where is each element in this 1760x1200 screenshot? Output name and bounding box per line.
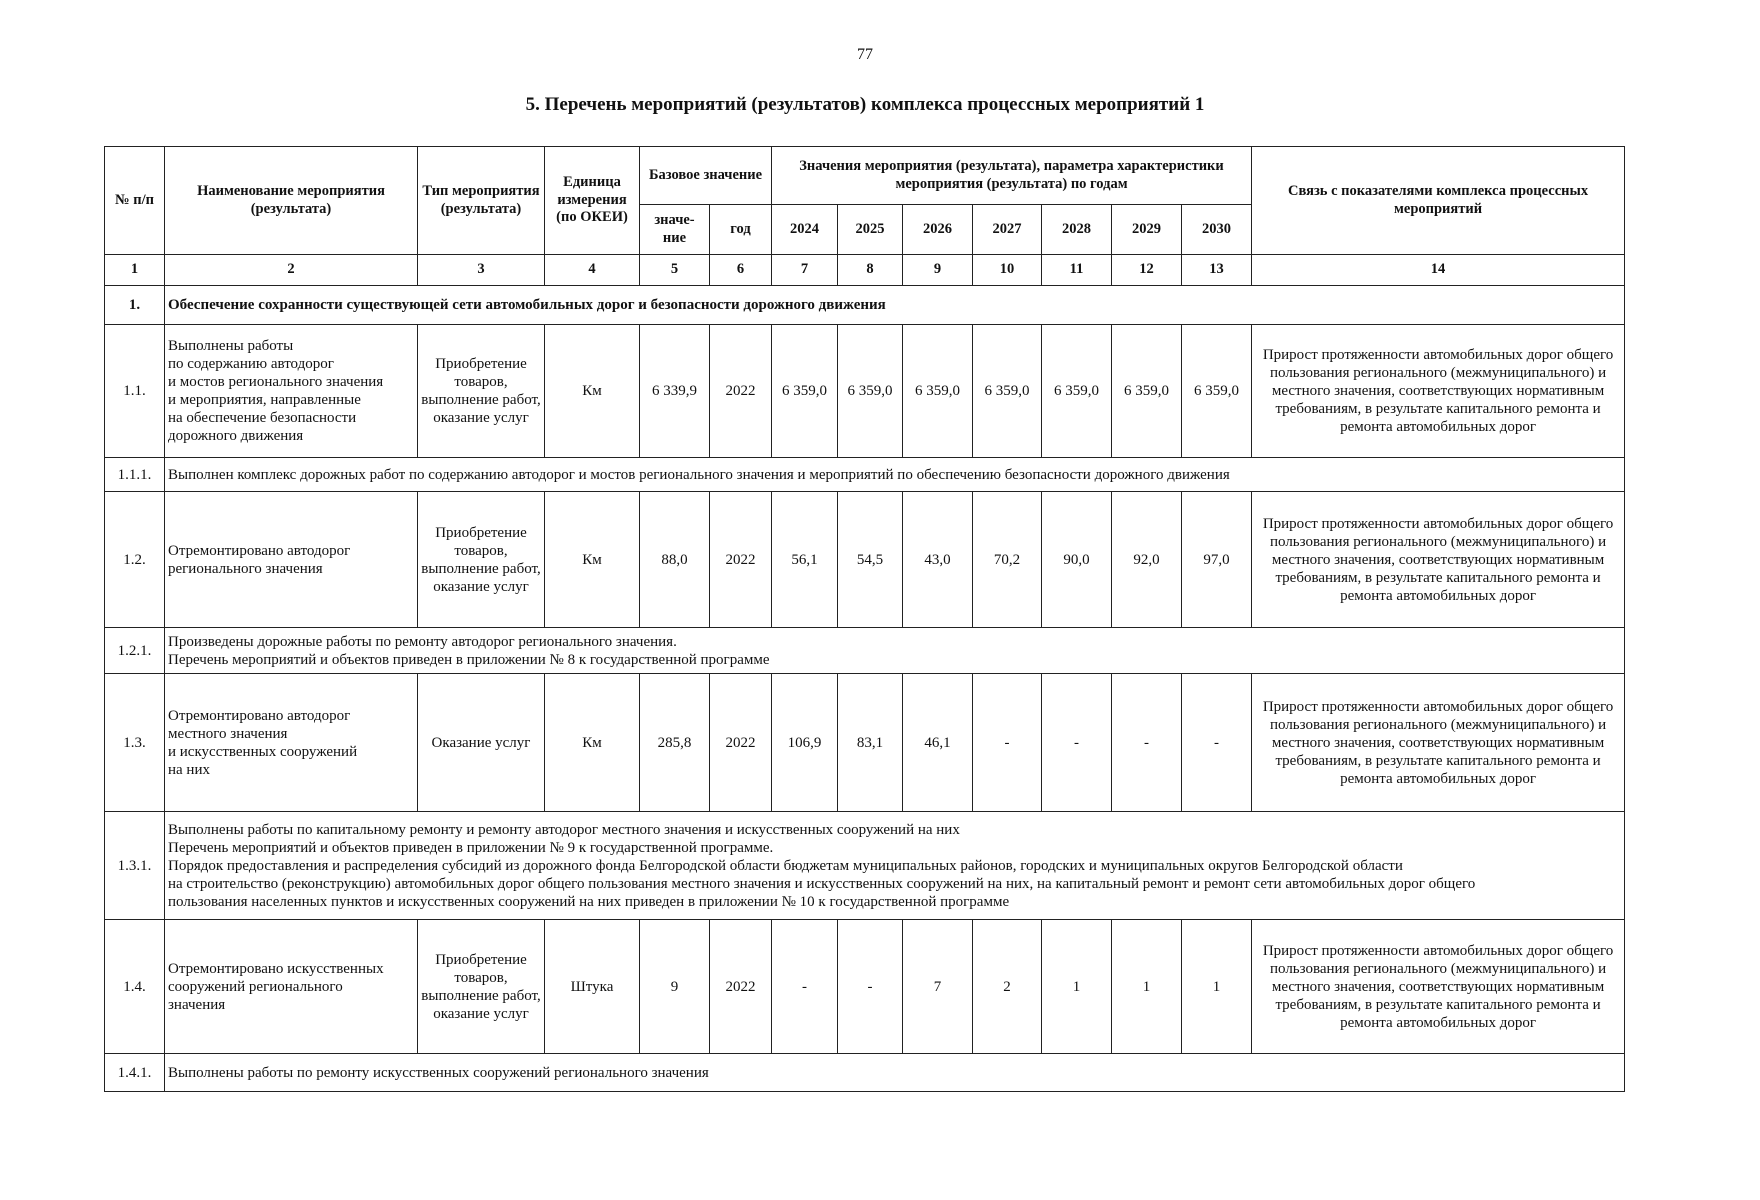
page-number: 77 [857,46,873,63]
row-num: 1.4. [105,920,165,1054]
row-value: 6 359,0 [838,325,903,458]
table-row [105,325,1625,458]
row-value: 90,0 [1042,492,1112,628]
header-unit: Единица измерения (по ОКЕИ) [545,147,640,255]
sub-text: Произведены дорожные работы по ремонту автодорог регионального значения. Перечень мероприятий и объектов приведен в приложении № 8 к государственной программе [165,628,1625,674]
row-value: 6 359,0 [772,325,838,458]
row-unit: Км [545,325,640,458]
column-number: 8 [838,255,903,286]
row-value: 70,2 [973,492,1042,628]
row-value: 97,0 [1182,492,1252,628]
header-year: 2028 [1042,205,1112,255]
row-num: 1.2. [105,492,165,628]
header-year: 2029 [1112,205,1182,255]
header-base-year: год [710,205,772,255]
sub-num: 1.2.1. [105,628,165,674]
row-type: Приобретение товаров, выполнение работ, оказание услуг [418,325,545,458]
measures-table [104,146,1625,1092]
row-base-value: 88,0 [640,492,710,628]
sub-row [105,458,1625,492]
header-link: Связь с показателями комплекса процессных мероприятий [1252,147,1625,255]
sub-num: 1.1.1. [105,458,165,492]
header-base: Базовое значение [640,147,772,205]
sub-text: Выполнены работы по капитальному ремонту и ремонту автодорог местного значения и искусственных сооружений на них Перечень мероприятий и объектов приведен в приложении № 9 к государственной программе. Порядок предоставления и распределения субсидий из дорожного фонда Белгородской области бюджетам муниципальных районов, городских и муниципальных округов Белгородской области на строительство (реконструкцию) автомобильных дорог общего пользования местного значения и искусственных сооружений на них, на капитальный ремонт и ремонт сети автомобильных дорог общего пользования населенных пунктов и искусственных сооружений на них приведен в приложении № 10 к государственной программе [165,812,1625,920]
row-base-year: 2022 [710,920,772,1054]
row-value: - [772,920,838,1054]
header-year: 2025 [838,205,903,255]
table-row [105,920,1625,1054]
row-base-year: 2022 [710,325,772,458]
row-value: 7 [903,920,973,1054]
row-link: Прирост протяженности автомобильных дорог общего пользования регионального (межмуниципального) и местного значения, соответствующих нормативным требованиям, в результате капитального ремонта и ремонта автомобильных дорог [1252,492,1625,628]
row-value: 43,0 [903,492,973,628]
header-values: Значения мероприятия (результата), параметра характеристики мероприятия (результата) по годам [772,147,1252,205]
column-number-row [105,255,1625,286]
column-number: 12 [1112,255,1182,286]
row-value: 1 [1112,920,1182,1054]
row-name: Отремонтировано автодорог регионального значения [165,492,418,628]
header-year: 2024 [772,205,838,255]
row-value: 83,1 [838,674,903,812]
row-type: Приобретение товаров, выполнение работ, оказание услуг [418,920,545,1054]
column-number: 4 [545,255,640,286]
header-type: Тип мероприятия (результата) [418,147,545,255]
row-type: Оказание услуг [418,674,545,812]
row-value: 2 [973,920,1042,1054]
sub-num: 1.4.1. [105,1054,165,1092]
column-number: 11 [1042,255,1112,286]
row-value: 6 359,0 [1182,325,1252,458]
table-row [105,492,1625,628]
row-value: - [1112,674,1182,812]
row-value: 6 359,0 [1042,325,1112,458]
row-value: 6 359,0 [973,325,1042,458]
sub-text: Выполнены работы по ремонту искусственных сооружений регионального значения [165,1054,1625,1092]
row-name: Выполнены работы по содержанию автодорог и мостов регионального значения и мероприятия, направленные на обеспечение безопасности дорожного движения [165,325,418,458]
row-value: 1 [1042,920,1112,1054]
row-value: 6 359,0 [903,325,973,458]
sub-num: 1.3.1. [105,812,165,920]
sub-row [105,1054,1625,1092]
column-number: 5 [640,255,710,286]
column-number: 13 [1182,255,1252,286]
document-title: 5. Перечень мероприятий (результатов) комплекса процессных мероприятий 1 [525,94,1205,115]
table-header [105,147,1625,255]
header-num: № п/п [105,147,165,255]
column-number: 14 [1252,255,1625,286]
row-value: 46,1 [903,674,973,812]
row-value: - [973,674,1042,812]
row-value: 6 359,0 [1112,325,1182,458]
row-value: 56,1 [772,492,838,628]
row-value: 92,0 [1112,492,1182,628]
section-title: Обеспечение сохранности существующей сети автомобильных дорог и безопасности дорожного движения [165,286,1625,325]
row-base-value: 6 339,9 [640,325,710,458]
row-base-year: 2022 [710,492,772,628]
section-num: 1. [105,286,165,325]
sub-row [105,812,1625,920]
row-value: 1 [1182,920,1252,1054]
row-value: 106,9 [772,674,838,812]
row-base-value: 285,8 [640,674,710,812]
header-base-value: значе-ние [640,205,710,255]
row-unit: Км [545,492,640,628]
row-link: Прирост протяженности автомобильных дорог общего пользования регионального (межмуниципального) и местного значения, соответствующих нормативным требованиям, в результате капитального ремонта и ремонта автомобильных дорог [1252,325,1625,458]
header-name: Наименование мероприятия (результата) [165,147,418,255]
header-year: 2027 [973,205,1042,255]
row-num: 1.1. [105,325,165,458]
column-number: 9 [903,255,973,286]
sub-text: Выполнен комплекс дорожных работ по содержанию автодорог и мостов регионального значения и мероприятий по обеспечению безопасности дорожного движения [165,458,1625,492]
sub-row [105,628,1625,674]
row-name: Отремонтировано искусственных сооружений регионального значения [165,920,418,1054]
row-unit: Км [545,674,640,812]
row-unit: Штука [545,920,640,1054]
row-value: - [838,920,903,1054]
header-year: 2030 [1182,205,1252,255]
header-year: 2026 [903,205,973,255]
column-number: 1 [105,255,165,286]
column-number: 2 [165,255,418,286]
column-number: 10 [973,255,1042,286]
section-row [105,286,1625,325]
row-link: Прирост протяженности автомобильных дорог общего пользования регионального (межмуниципального) и местного значения, соответствующих нормативным требованиям, в результате капитального ремонта и ремонта автомобильных дорог [1252,674,1625,812]
row-base-value: 9 [640,920,710,1054]
row-value: - [1182,674,1252,812]
row-base-year: 2022 [710,674,772,812]
column-number: 3 [418,255,545,286]
column-number: 7 [772,255,838,286]
row-link: Прирост протяженности автомобильных дорог общего пользования регионального (межмуниципального) и местного значения, соответствующих нормативным требованиям, в результате капитального ремонта и ремонта автомобильных дорог [1252,920,1625,1054]
row-value: 54,5 [838,492,903,628]
row-name: Отремонтировано автодорог местного значения и искусственных сооружений на них [165,674,418,812]
row-value: - [1042,674,1112,812]
row-num: 1.3. [105,674,165,812]
table-row [105,674,1625,812]
row-type: Приобретение товаров, выполнение работ, оказание услуг [418,492,545,628]
column-number: 6 [710,255,772,286]
